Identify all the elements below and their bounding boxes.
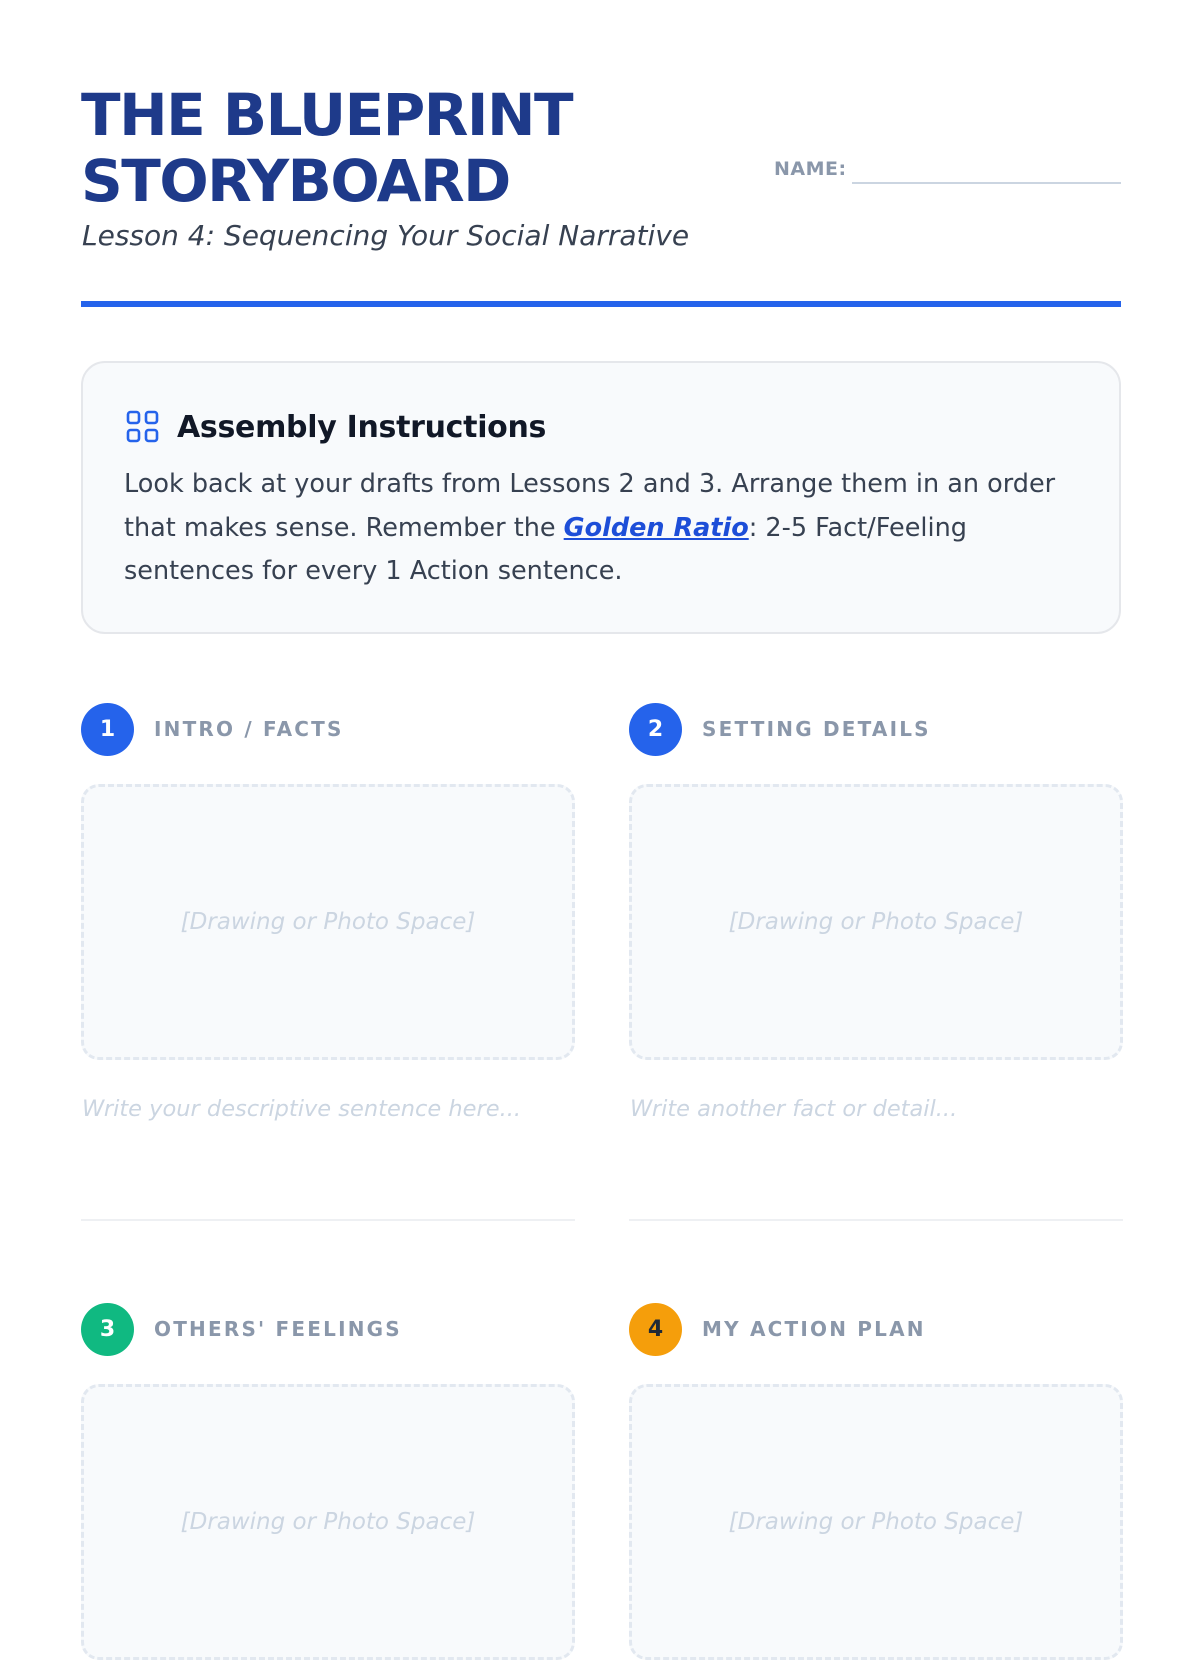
golden-ratio-link[interactable]: Golden Ratio [563, 512, 749, 543]
write-line-1 [81, 1219, 575, 1221]
drawing-placeholder-3: [Drawing or Photo Space] [180, 1509, 476, 1535]
drawing-placeholder-1: [Drawing or Photo Space] [180, 909, 476, 935]
instructions-header [125, 407, 546, 447]
instructions-text-after: : 2-5 Fact/Feeling sentences for every 1 Action sentence. [124, 512, 967, 586]
step-label-2: SETTING DETAILS [702, 717, 931, 741]
instructions-text-before: Look back at your drafts from Lessons 2 and 3. Arrange them in an order that makes sense. Remember the [124, 469, 1056, 543]
drawing-placeholder-2: [Drawing or Photo Space] [728, 909, 1024, 935]
instructions-title: Assembly Instructions [177, 409, 547, 445]
header-divider [81, 301, 1121, 307]
instructions-card [81, 361, 1121, 634]
drawing-space-4[interactable] [629, 1384, 1123, 1660]
drawing-space-2[interactable] [629, 784, 1123, 1060]
storyboard-page [81, 0, 1121, 1535]
step-label-1: INTRO / FACTS [154, 717, 344, 741]
drawing-placeholder-4: [Drawing or Photo Space] [728, 1509, 1024, 1535]
page-header [81, 0, 1121, 308]
sentence-input-1[interactable] [81, 1091, 576, 1127]
page-title [81, 82, 621, 214]
page-title-line-1: THE BLUEPRINT [81, 81, 573, 149]
step-badge-1: 1 [81, 703, 134, 756]
name-label: NAME: [774, 158, 847, 180]
step-label-3: OTHERS' FEELINGS [154, 1317, 402, 1341]
step-label-4: MY ACTION PLAN [702, 1317, 926, 1341]
step-badge-3: 3 [81, 1303, 134, 1356]
drawing-space-1[interactable] [81, 784, 575, 1060]
grid-icon [125, 409, 161, 445]
name-write-line[interactable] [852, 182, 1121, 184]
step-badge-4: 4 [629, 1303, 682, 1356]
step-badge-2: 2 [629, 703, 682, 756]
write-line-2 [629, 1219, 1123, 1221]
sentence-input-2[interactable] [629, 1091, 1124, 1127]
page-title-line-2: STORYBOARD [81, 147, 510, 215]
instructions-text [124, 463, 1084, 594]
lesson-subtitle: Lesson 4: Sequencing Your Social Narrative [82, 219, 690, 252]
name-field[interactable] [774, 152, 1121, 184]
drawing-space-3[interactable] [81, 1384, 575, 1660]
